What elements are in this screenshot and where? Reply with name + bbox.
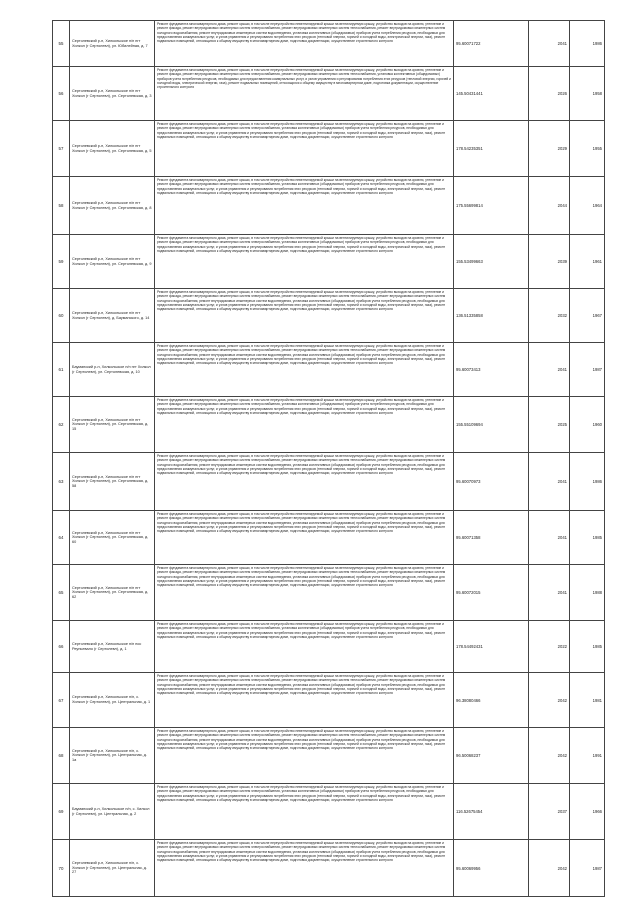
built-year-cell: 1991: [570, 728, 605, 784]
planned-year-cell: 2037: [529, 784, 570, 840]
table-row: [53, 343, 605, 397]
area-cell: 95.60069956: [454, 840, 529, 897]
document-page: [52, 20, 602, 897]
row-number-cell: 65: [53, 565, 70, 621]
area-cell: 155.55109694: [454, 397, 529, 453]
area-cell: 178.54492431: [454, 621, 529, 673]
capital-repair-table: [52, 20, 605, 897]
row-number-cell: 59: [53, 235, 70, 289]
work-description-cell: Ремонт фундамента многоквартирного дома, ремонт крыши, в том числе переустройство невентилируемой крыши на вентилируемую крышу, устройство выходов на кровлю, утепление и ремонт фасада, ремонт внутридомовых инженерных систем электроснабжения, ремонт внутридомовых инженерных систем теплоснабжения, ремонт внутридомовых инженерных систем холодного водоснабжения, ремонт внутридомовых инженерных систем водоотведения, установка коллективных (общедомовых) приборов учета потребления ресурсов, необходимых для предоставления коммунальных услуг, и узлов управления и регулирования потребления этих ресурсов (тепловой энергии, горячей и холодной воды, электрической энергии, газа), ремонт подвальных помещений, относящихся к общему имуществу в многоквартирном доме, подготовка документации, осуществление строительного контроля: [155, 343, 454, 397]
table-row: [53, 673, 605, 728]
work-description-cell: Ремонт фундамента многоквартирного дома, ремонт крыши, в том числе переустройство невентилируемой крыши на вентилируемую крышу, устройство выходов на кровлю, утепление и ремонт фасада, ремонт внутридомовых инженерных систем электроснабжения, установка коллективных (общедомовых) приборов учета потребления ресурсов, необходимых для предоставления коммунальных услуг, и узлов управления и регулирования потребления этих ресурсов (тепловой энергии, горячей и холодной воды, электрической энергии, газа), ремонт подвальных помещений, относящихся к общему имуществу в многоквартирном доме, подготовка документации, осуществление строительного контроля: [155, 397, 454, 453]
planned-year-cell: 2041: [529, 343, 570, 397]
row-number-cell: 61: [53, 343, 70, 397]
address-cell: Сертолевский р-н, Хилкольское п/п, с. Хилкол (г Сертолевл), ул. Центральная, д. 1: [70, 673, 155, 728]
address-cell: Сертолевский р-н, Хилкольское п/п пгт Хилкол (г Сертолевл), ул. Сертолевская, д. 15: [70, 397, 155, 453]
planned-year-cell: 2042: [529, 840, 570, 897]
address-cell: Сертолевский р-н, Хилкольское п/п пгт Хилкол (г Сертолевл), ул. Сертолевская, д. 62: [70, 565, 155, 621]
built-year-cell: 1958: [570, 67, 605, 121]
table-row: [53, 67, 605, 121]
planned-year-cell: 2041: [529, 511, 570, 565]
area-cell: 95.60071722: [454, 21, 529, 67]
area-cell: 145.50431441: [454, 67, 529, 121]
area-cell: 95.60070973: [454, 453, 529, 511]
built-year-cell: 1986: [570, 21, 605, 67]
address-cell: Бауманский р-н, Хилкольское п/п, с. Хилкол (г Сертолевл), ул. Центральная, д. 2: [70, 784, 155, 840]
address-cell: Сертолевский р-н, Хилкольское п/п пгт Хилкол (г Сертолевл), ул. Сертолевская, д. 3: [70, 67, 155, 121]
work-description-cell: Ремонт фундамента многоквартирного дома, ремонт крыши, в том числе переустройство невентилируемой крыши на вентилируемую крышу, устройство выходов на кровлю, утепление и ремонт фасада, ремонт внутридомовых инженерных систем электроснабжения, установка коллективных (общедомовых) приборов учета потребления ресурсов, необходимых для предоставления коммунальных услуг, и узлов управления и регулирования потребления этих ресурсов (тепловой энергии, горячей и холодной воды, электрической энергии, газа), ремонт подвальных помещений, относящихся к общему имуществу в многоквартирном доме, подготовка документации, осуществление строительного контроля: [155, 121, 454, 177]
work-description-cell: Ремонт фундамента многоквартирного дома, ремонт крыши, в том числе переустройство невентилируемой крыши на вентилируемую крышу, устройство выходов на кровлю, утепление и ремонт фасада, ремонт внутридомовых инженерных систем электроснабжения, установка коллективных (общедомовых) приборов учета потребления ресурсов, необходимых для предоставления коммунальных услуг, и узлов управления и регулирования потребления этих ресурсов (тепловой энергии, горячей и холодной воды, электрической энергии, газа), ремонт подвальных помещений, относящихся к общему имуществу в многоквартирном доме, подготовка документации, осуществление строительного контроля: [155, 621, 454, 673]
address-cell: Сертолевский р-н, Хилкольское п/п пгт Хилкол (г Сертолевл), ул. Сертолевская, д. 9: [70, 235, 155, 289]
area-cell: 175.55699814: [454, 177, 529, 235]
row-number-cell: 58: [53, 177, 70, 235]
table-row: [53, 397, 605, 453]
address-cell: Бауманский р-н, Хилкольское п/п пгт Хилкол (г Сертолевл), ул. Сертолевская, д. 10: [70, 343, 155, 397]
row-number-cell: 63: [53, 453, 70, 511]
work-description-cell: Ремонт фундамента многоквартирного дома, ремонт крыши, в том числе переустройство невентилируемой крыши на вентилируемую крышу, устройство выходов на кровлю, утепление и ремонт фасада, ремонт внутридомовых инженерных систем электроснабжения, установка коллективных (общедомовых) приборов учета потребления ресурсов, необходимых для предоставления коммунальных услуг, и узлов управления и регулирования потребления этих ресурсов (тепловой энергии, горячей и холодной воды, электрической энергии, газа), ремонт подвальных помещений, относящихся к общему имуществу в многоквартирном доме, подготовка документации, осуществление строительного контроля: [155, 784, 454, 840]
planned-year-cell: 2042: [529, 728, 570, 784]
address-cell: Сертолевский р-н, Хилкольское п/п, с. Хилкол (г Сертолевл), ул. Центральная, д. 27: [70, 840, 155, 897]
table-row: [53, 565, 605, 621]
work-description-cell: Ремонт фундамента многоквартирного дома, ремонт крыши, в том числе переустройство невентилируемой крыши на вентилируемую крышу, устройство выходов на кровлю, утепление и ремонт фасада, ремонт внутридомовых инженерных систем электроснабжения, ремонт внутридомовых инженерных систем теплоснабжения, установка коллективных (общедомовых) приборов учета потребления ресурсов, необходимых для предоставления коммунальных услуг, и узлов управления и регулирования потребления этих ресурсов (тепловой энергии, горячей и холодной воды, электрической энергии, газа), ремонт подвальных помещений, относящихся к общему имуществу в многоквартирном доме, подготовка документации, осуществление строительного контроля: [155, 67, 454, 121]
planned-year-cell: 2039: [529, 235, 570, 289]
planned-year-cell: 2025: [529, 397, 570, 453]
built-year-cell: 1967: [570, 289, 605, 343]
built-year-cell: 1987: [570, 840, 605, 897]
table-row: [53, 728, 605, 784]
work-description-cell: Ремонт фундамента многоквартирного дома, ремонт крыши, в том числе переустройство невентилируемой крыши на вентилируемую крышу, устройство выходов на кровлю, утепление и ремонт фасада, ремонт внутридомовых инженерных систем электроснабжения, ремонт внутридомовых инженерных систем теплоснабжения, ремонт внутридомовых инженерных систем холодного водоснабжения, ремонт внутридомовых инженерных систем водоотведения, установка коллективных (общедомовых) приборов учета потребления ресурсов, необходимых для предоставления коммунальных услуг, и узлов управления и регулирования потребления этих ресурсов (тепловой энергии, горячей и холодной воды, электрической энергии, газа), ремонт подвальных помещений, относящихся к общему имуществу в многоквартирном доме, подготовка документации, осуществление строительного контроля: [155, 565, 454, 621]
work-description-cell: Ремонт фундамента многоквартирного дома, ремонт крыши, в том числе переустройство невентилируемой крыши на вентилируемую крышу, устройство выходов на кровлю, утепление и ремонт фасада, ремонт внутридомовых инженерных систем электроснабжения, ремонт внутридомовых инженерных систем теплоснабжения, ремонт внутридомовых инженерных систем холодного водоснабжения, ремонт внутридомовых инженерных систем водоотведения, установка коллективных (общедомовых) приборов учета потребления ресурсов, необходимых для предоставления коммунальных услуг, и узлов управления и регулирования потребления этих ресурсов (тепловой энергии, горячей и холодной воды, электрической энергии, газа), ремонт подвальных помещений, относящихся к общему имуществу в многоквартирном доме, подготовка документации, осуществление строительного контроля: [155, 728, 454, 784]
row-number-cell: 55: [53, 21, 70, 67]
table-row: [53, 235, 605, 289]
built-year-cell: 1986: [570, 453, 605, 511]
area-cell: 95.60072015: [454, 565, 529, 621]
row-number-cell: 68: [53, 728, 70, 784]
work-description-cell: Ремонт фундамента многоквартирного дома, ремонт крыши, в том числе переустройство невентилируемой крыши на вентилируемую крышу, устройство выходов на кровлю, утепление и ремонт фасада, ремонт внутридомовых инженерных систем электроснабжения, ремонт внутридомовых инженерных систем теплоснабжения, ремонт внутридомовых инженерных систем холодного водоснабжения, ремонт внутридомовых инженерных систем водоотведения, установка коллективных (общедомовых) приборов учета потребления ресурсов, необходимых для предоставления коммунальных услуг, и узлов управления и регулирования потребления этих ресурсов (тепловой энергии, горячей и холодной воды, электрической энергии, газа), ремонт подвальных помещений, относящихся к общему имуществу в многоквартирном доме, подготовка документации, осуществление строительного контроля: [155, 840, 454, 897]
work-description-cell: Ремонт фундамента многоквартирного дома, ремонт крыши, в том числе переустройство невентилируемой крыши на вентилируемую крышу, устройство выходов на кровлю, утепление и ремонт фасада, ремонт внутридомовых инженерных систем электроснабжения, ремонт внутридомовых инженерных систем теплоснабжения, ремонт внутридомовых инженерных систем холодного водоснабжения, ремонт внутридомовых инженерных систем водоотведения, установка коллективных (общедомовых) приборов учета потребления ресурсов, необходимых для предоставления коммунальных услуг, и узлов управления и регулирования потребления этих ресурсов (тепловой энергии, горячей и холодной воды, электрической энергии, газа), ремонт подвальных помещений, относящихся к общему имуществу в многоквартирном доме, подготовка документации, осуществление строительного контроля: [155, 673, 454, 728]
address-cell: Сертолевский р-н, Хилкольское п/п пгт Хилкол (г Сертолевл), ул. Юбилейная, д. 7: [70, 21, 155, 67]
area-cell: 96.50068237: [454, 728, 529, 784]
built-year-cell: 1960: [570, 397, 605, 453]
area-cell: 116.52675454: [454, 784, 529, 840]
table-row: [53, 289, 605, 343]
work-description-cell: Ремонт фундамента многоквартирного дома, ремонт крыши, в том числе переустройство невентилируемой крыши на вентилируемую крышу, устройство выходов на кровлю, утепление и ремонт фасада, ремонт внутридомовых инженерных систем электроснабжения, ремонт внутридомовых инженерных систем теплоснабжения, ремонт внутридомовых инженерных систем холодного водоснабжения, ремонт внутридомовых инженерных систем водоотведения, установка коллективных (общедомовых) приборов учета потребления ресурсов, необходимых для предоставления коммунальных услуг, и узлов управления и регулирования потребления этих ресурсов (тепловой энергии, горячей и холодной воды, электрической энергии, газа), ремонт подвальных помещений, относящихся к общему имуществу в многоквартирном доме, подготовка документации, осуществление строительного контроля: [155, 511, 454, 565]
built-year-cell: 1987: [570, 343, 605, 397]
table-row: [53, 511, 605, 565]
table-row: [53, 121, 605, 177]
built-year-cell: 1985: [570, 621, 605, 673]
work-description-cell: Ремонт фундамента многоквартирного дома, ремонт крыши, в том числе переустройство невентилируемой крыши на вентилируемую крышу, устройство выходов на кровлю, утепление и ремонт фасада, ремонт внутридомовых инженерных систем электроснабжения, ремонт внутридомовых инженерных систем теплоснабжения, ремонт внутридомовых инженерных систем холодного водоснабжения, ремонт внутридомовых инженерных систем водоотведения, установка коллективных (общедомовых) приборов учета потребления ресурсов, необходимых для предоставления коммунальных услуг, и узлов управления и регулирования потребления этих ресурсов (тепловой энергии, горячей и холодной воды, электрической энергии, газа), ремонт подвальных помещений, относящихся к общему имуществу в многоквартирном доме, подготовка документации, осуществление строительного контроля: [155, 453, 454, 511]
address-cell: Сертолевский р-н, Хилкольское п/п пгт Хилкол (г Сертолевл), ул. Сертолевская, д. 5: [70, 121, 155, 177]
built-year-cell: 1955: [570, 121, 605, 177]
planned-year-cell: 2041: [529, 21, 570, 67]
planned-year-cell: 2029: [529, 121, 570, 177]
row-number-cell: 70: [53, 840, 70, 897]
planned-year-cell: 2044: [529, 177, 570, 235]
area-cell: 96.38080466: [454, 673, 529, 728]
planned-year-cell: 2022: [529, 621, 570, 673]
area-cell: 95.60071358: [454, 511, 529, 565]
built-year-cell: 1964: [570, 177, 605, 235]
row-number-cell: 69: [53, 784, 70, 840]
table-row: [53, 177, 605, 235]
address-cell: Сертолевский р-н, Хилкольское п/п пгт Хилкол (г Сертолевл), ул. Сертолевская, д. 58: [70, 453, 155, 511]
table-row: [53, 840, 605, 897]
planned-year-cell: 2026: [529, 67, 570, 121]
row-number-cell: 56: [53, 67, 70, 121]
built-year-cell: 1961: [570, 235, 605, 289]
table-row: [53, 21, 605, 67]
address-cell: Сертолевский р-н, Хилкольское п/п пгт Хилкол (г Сертолевл), ул. Сертолевская, д. 60: [70, 511, 155, 565]
built-year-cell: 1988: [570, 565, 605, 621]
address-cell: Сертолевский р-н, Хилкольское п/п пгт Хилкол (г Сертолевл), д. Бауманского, д. 14: [70, 289, 155, 343]
planned-year-cell: 2041: [529, 565, 570, 621]
work-description-cell: Ремонт фундамента многоквартирного дома, ремонт крыши, в том числе переустройство невентилируемой крыши на вентилируемую крышу, устройство выходов на кровлю, утепление и ремонт фасада, ремонт внутридомовых инженерных систем электроснабжения, ремонт внутридомовых инженерных систем теплоснабжения, ремонт внутридомовых инженерных систем холодного водоснабжения, ремонт внутридомовых инженерных систем водоотведения, установка коллективных (общедомовых) приборов учета потребления ресурсов, необходимых для предоставления коммунальных услуг, и узлов управления и регулирования потребления этих ресурсов (тепловой энергии, горячей и холодной воды, электрической энергии, газа), ремонт подвальных помещений, относящихся к общему имуществу в многоквартирном доме, подготовка документации, осуществление строительного контроля: [155, 21, 454, 67]
planned-year-cell: 2042: [529, 673, 570, 728]
area-cell: 136.51335858: [454, 289, 529, 343]
row-number-cell: 64: [53, 511, 70, 565]
table-body: [53, 21, 605, 897]
work-description-cell: Ремонт фундамента многоквартирного дома, ремонт крыши, в том числе переустройство невентилируемой крыши на вентилируемую крышу, устройство выходов на кровлю, утепление и ремонт фасада, ремонт внутридомовых инженерных систем электроснабжения, установка коллективных (общедомовых) приборов учета потребления ресурсов, необходимых для предоставления коммунальных услуг, и узлов управления и регулирования потребления этих ресурсов (тепловой энергии, горячей и холодной воды, электрической энергии, газа), ремонт подвальных помещений, относящихся к общему имуществу в многоквартирном доме, подготовка документации, осуществление строительного контроля: [155, 235, 454, 289]
address-cell: Сертолевский р-н, Хилкольское п/п пос Реупьевало (г Сертолевл), д. 1: [70, 621, 155, 673]
address-cell: Сертолевский р-н, Хилкольское п/п, с. Хилкол (г Сертолевл), ул. Центральная, д. 1а: [70, 728, 155, 784]
built-year-cell: 1981: [570, 673, 605, 728]
built-year-cell: 1985: [570, 511, 605, 565]
table-row: [53, 621, 605, 673]
area-cell: 95.60073413: [454, 343, 529, 397]
planned-year-cell: 2041: [529, 453, 570, 511]
area-cell: 155.53499663: [454, 235, 529, 289]
area-cell: 178.54235351: [454, 121, 529, 177]
address-cell: Сертолевский р-н, Хилкольское п/п пгт Хилкол (г Сертолевл), ул. Сертолевская, д. 8: [70, 177, 155, 235]
row-number-cell: 67: [53, 673, 70, 728]
row-number-cell: 62: [53, 397, 70, 453]
row-number-cell: 57: [53, 121, 70, 177]
built-year-cell: 1966: [570, 784, 605, 840]
planned-year-cell: 2032: [529, 289, 570, 343]
table-row: [53, 453, 605, 511]
work-description-cell: Ремонт фундамента многоквартирного дома, ремонт крыши, в том числе переустройство невентилируемой крыши на вентилируемую крышу, устройство выходов на кровлю, утепление и ремонт фасада, ремонт внутридомовых инженерных систем электроснабжения, установка коллективных (общедомовых) приборов учета потребления ресурсов, необходимых для предоставления коммунальных услуг, и узлов управления и регулирования потребления этих ресурсов (тепловой энергии, горячей и холодной воды, электрической энергии, газа), ремонт подвальных помещений, относящихся к общему имуществу в многоквартирном доме, подготовка документации, осуществление строительного контроля: [155, 177, 454, 235]
work-description-cell: Ремонт фундамента многоквартирного дома, ремонт крыши, в том числе переустройство невентилируемой крыши на вентилируемую крышу, устройство выходов на кровлю, утепление и ремонт фасада, ремонт внутридомовых инженерных систем электроснабжения, ремонт внутридомовых инженерных систем теплоснабжения, ремонт внутридомовых инженерных систем холодного водоснабжения, ремонт внутридомовых инженерных систем водоотведения, установка коллективных (общедомовых) приборов учета потребления ресурсов, необходимых для предоставления коммунальных услуг, и узлов управления и регулирования потребления этих ресурсов (тепловой энергии, горячей и холодной воды, электрической энергии, газа), ремонт подвальных помещений, относящихся к общему имуществу в многоквартирном доме, подготовка документации, осуществление строительного контроля: [155, 289, 454, 343]
row-number-cell: 66: [53, 621, 70, 673]
row-number-cell: 60: [53, 289, 70, 343]
table-row: [53, 784, 605, 840]
